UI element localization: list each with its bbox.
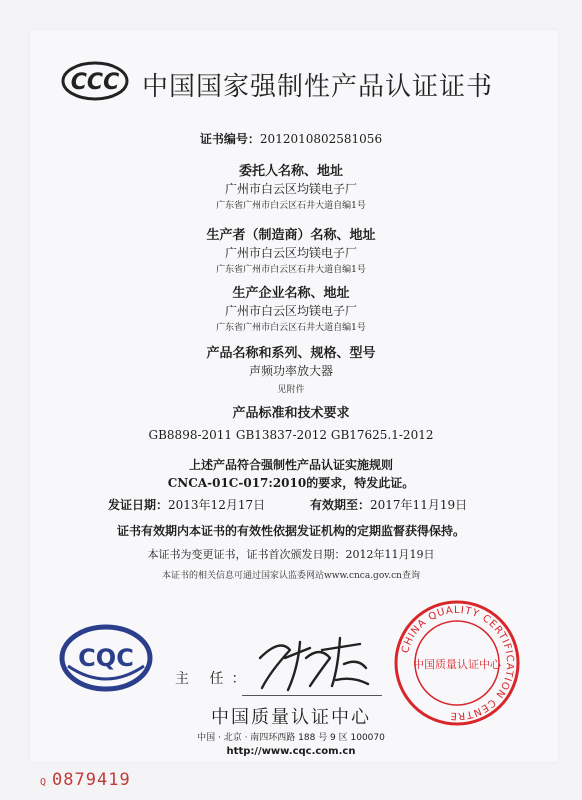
expiry-date-label: 有效期至： xyxy=(310,498,371,512)
issuer-address: 中国 · 北京 · 南四环西路 188 号 9 区 100070 xyxy=(197,733,385,743)
manufacturer-label: 生产者（制造商）名称、地址 xyxy=(206,228,376,243)
signature-line xyxy=(242,695,382,696)
issue-date-label: 发证日期： xyxy=(108,498,169,512)
product-name: 声频功率放大器 xyxy=(248,364,333,378)
client-address: 广东省广州市白云区石井大道自编1号 xyxy=(216,201,366,211)
cert-number-label: 证书编号： xyxy=(199,132,260,146)
svg-text:CQC: CQC xyxy=(78,644,134,672)
validity-note: 证书有效期内本证书的有效性依据发证机构的定期监督获得保持。 xyxy=(116,524,465,538)
statement-line1: 上述产品符合强制性产品认证实施规则 xyxy=(188,458,393,472)
client-name: 广州市白云区均镁电子厂 xyxy=(224,182,357,196)
product-label: 产品名称和系列、规格、型号 xyxy=(206,346,376,361)
expiry-date xyxy=(310,496,467,513)
cert-number-line xyxy=(0,130,582,147)
svg-text:CCC: CCC xyxy=(70,70,120,95)
factory-label: 生产企业名称、地址 xyxy=(232,286,350,301)
serial-value: 0879419 xyxy=(52,770,131,790)
standards-label: 产品标准和技术要求 xyxy=(232,406,350,421)
cert-number: 2012010802581056 xyxy=(259,132,383,146)
info-note: 本证书的相关信息可通过国家认监委网站www.cnca.gov.cn查询 xyxy=(162,571,420,581)
issuer-url: http://www.cqc.com.cn xyxy=(226,746,356,757)
ccc-logo xyxy=(60,60,130,102)
factory-address: 广东省广州市白云区石井大道自编1号 xyxy=(216,323,366,333)
official-seal xyxy=(392,598,522,728)
serial-number xyxy=(40,770,131,790)
expiry-date-value: 2017年11月19日 xyxy=(370,498,468,512)
svg-text:中国质量认证中心: 中国质量认证中心 xyxy=(413,658,501,671)
director-label: 主 任： xyxy=(175,671,254,687)
serial-prefix: Q xyxy=(40,777,47,788)
standards-value: GB8898-2011 GB13837-2012 GB17625.1-2012 xyxy=(148,428,434,442)
product-note: 见附件 xyxy=(277,385,305,395)
statement-line2: CNCA-01C-017:2010的要求，特发此证。 xyxy=(167,476,415,490)
certificate-title: 中国国家强制性产品认证证书 xyxy=(142,72,494,102)
cqc-logo xyxy=(58,622,154,694)
issue-date xyxy=(108,496,265,513)
svg-text:CHINA QUALITY CERTIFICATION CE: CHINA QUALITY CERTIFICATION CENTRE xyxy=(400,604,516,722)
change-note-text: 本证书为变更证书，证书首次颁发日期： xyxy=(147,548,346,561)
issue-date-value: 2013年12月17日 xyxy=(168,498,266,512)
change-note-date: 2012年11月19日 xyxy=(345,548,435,561)
client-label: 委托人名称、地址 xyxy=(238,164,343,179)
manufacturer-address: 广东省广州市白云区石井大道自编1号 xyxy=(216,265,366,275)
factory-name: 广州市白云区均镁电子厂 xyxy=(224,304,357,318)
change-note xyxy=(0,546,582,562)
director-signature xyxy=(240,628,380,698)
manufacturer-name: 广州市白云区均镁电子厂 xyxy=(224,246,357,260)
issuer-name: 中国质量认证中心 xyxy=(211,707,371,728)
